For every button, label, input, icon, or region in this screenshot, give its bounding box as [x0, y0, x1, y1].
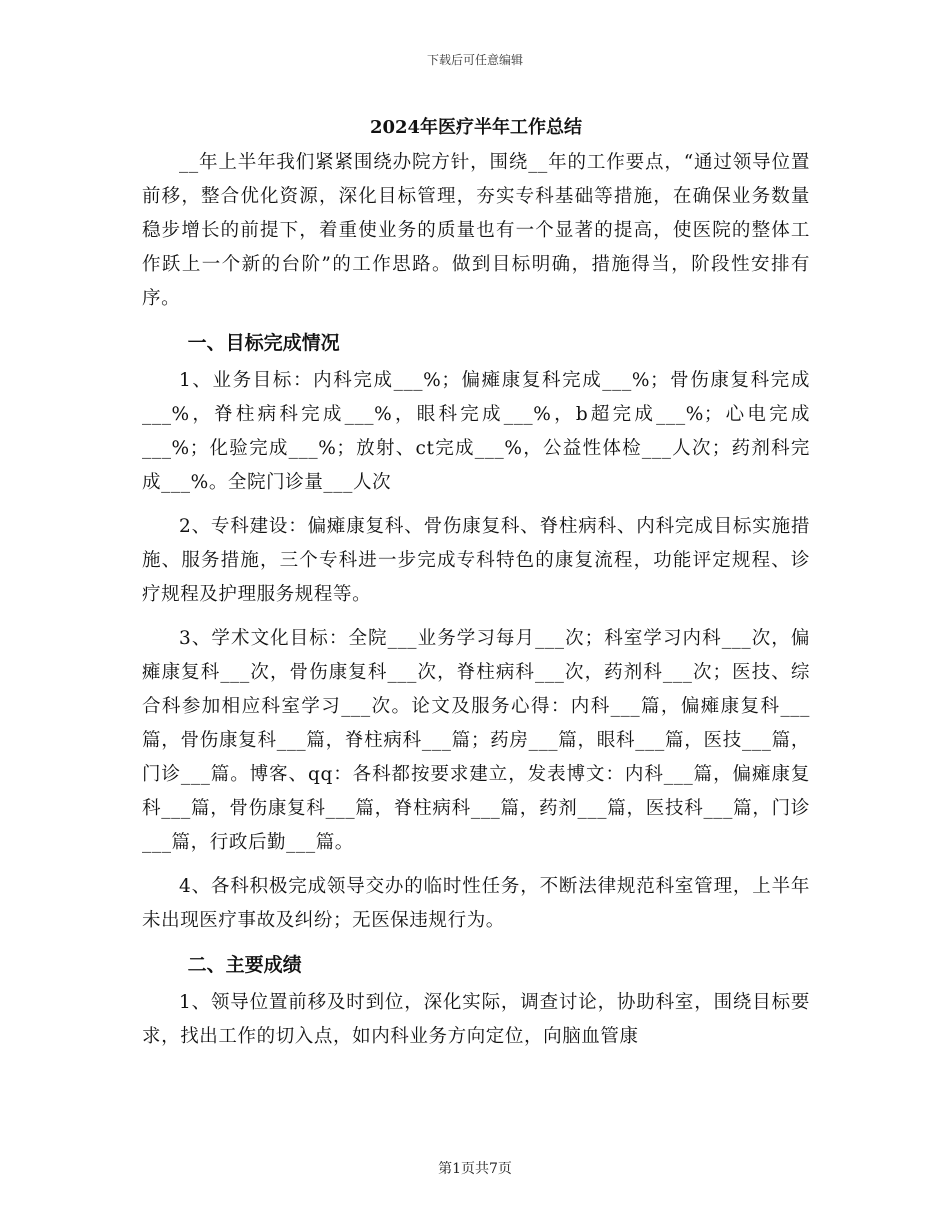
page-header: 下载后可任意编辑 — [426, 53, 523, 67]
document-body — [142, 110, 810, 1054]
paragraph-specialty-building: 2、专科建设：偏瘫康复科、骨伤康复科、脊柱病科、内科完成目标实施措施、服务措施，三个专科进一步完成专科特色的康复流程，功能评定规程、诊疗规程及护理服务规程等。 — [142, 516, 810, 605]
section-heading-goals: 一、目标完成情况 — [187, 332, 340, 354]
paragraph-temporary-tasks: 4、各科积极完成领导交办的临时性任务，不断法律规范科室管理，上半年未出现医疗事故及纠纷；无医保违规行为。 — [142, 876, 810, 931]
paragraph-academic-goals: 3、学术文化目标：全院___业务学习每月___次；科室学习内科___次，偏瘫康复科___次，骨伤康复科___次，脊柱病科___次，药剂科___次；医技、综合科参加相应科室学习___次。论文及服务心得：内科___篇，偏瘫康复科___篇，骨伤康复科___篇，脊柱病科___篇；药房___篇，眼科___篇，医技___篇，门诊___篇。博客、qq：各科都按要求建立，发表博文：内科___篇，偏瘫康复科___篇，骨伤康复科___篇，脊柱病科___篇，药剂___篇，医技科___篇，门诊___篇，行政后勤___篇。 — [142, 628, 810, 853]
section-heading-achievements: 二、主要成绩 — [187, 954, 302, 976]
paragraph-leadership: 1、领导位置前移及时到位，深化实际，调查讨论，协助科室，围绕目标要求，找出工作的切入点，如内科业务方向定位，向脑血管康 — [142, 992, 810, 1047]
document-title: 2024年医疗半年工作总结 — [369, 117, 583, 138]
paragraph-business-goals: 1、业务目标：内科完成___%；偏瘫康复科完成___%；骨伤康复科完成___%，脊柱病科完成___%，眼科完成___%，b超完成___%；心电完成___%；化验完成___%；放射、ct完成___%，公益性体检___人次；药剂科完成___%。全院门诊量___人次 — [142, 370, 810, 493]
page-footer: 第1页共7页 — [438, 1161, 512, 1177]
intro-paragraph: __年上半年我们紧紧围绕办院方针，围绕__年的工作要点，“通过领导位置前移，整合优化资源，深化目标管理，夯实专科基础等措施，在确保业务数量稳步增长的前提下，着重使业务的质量也有一个显著的提高，使医院的整体工作跃上一个新的台阶”的工作思路。做到目标明确，措施得当，阶段性安排有序。 — [142, 152, 810, 309]
